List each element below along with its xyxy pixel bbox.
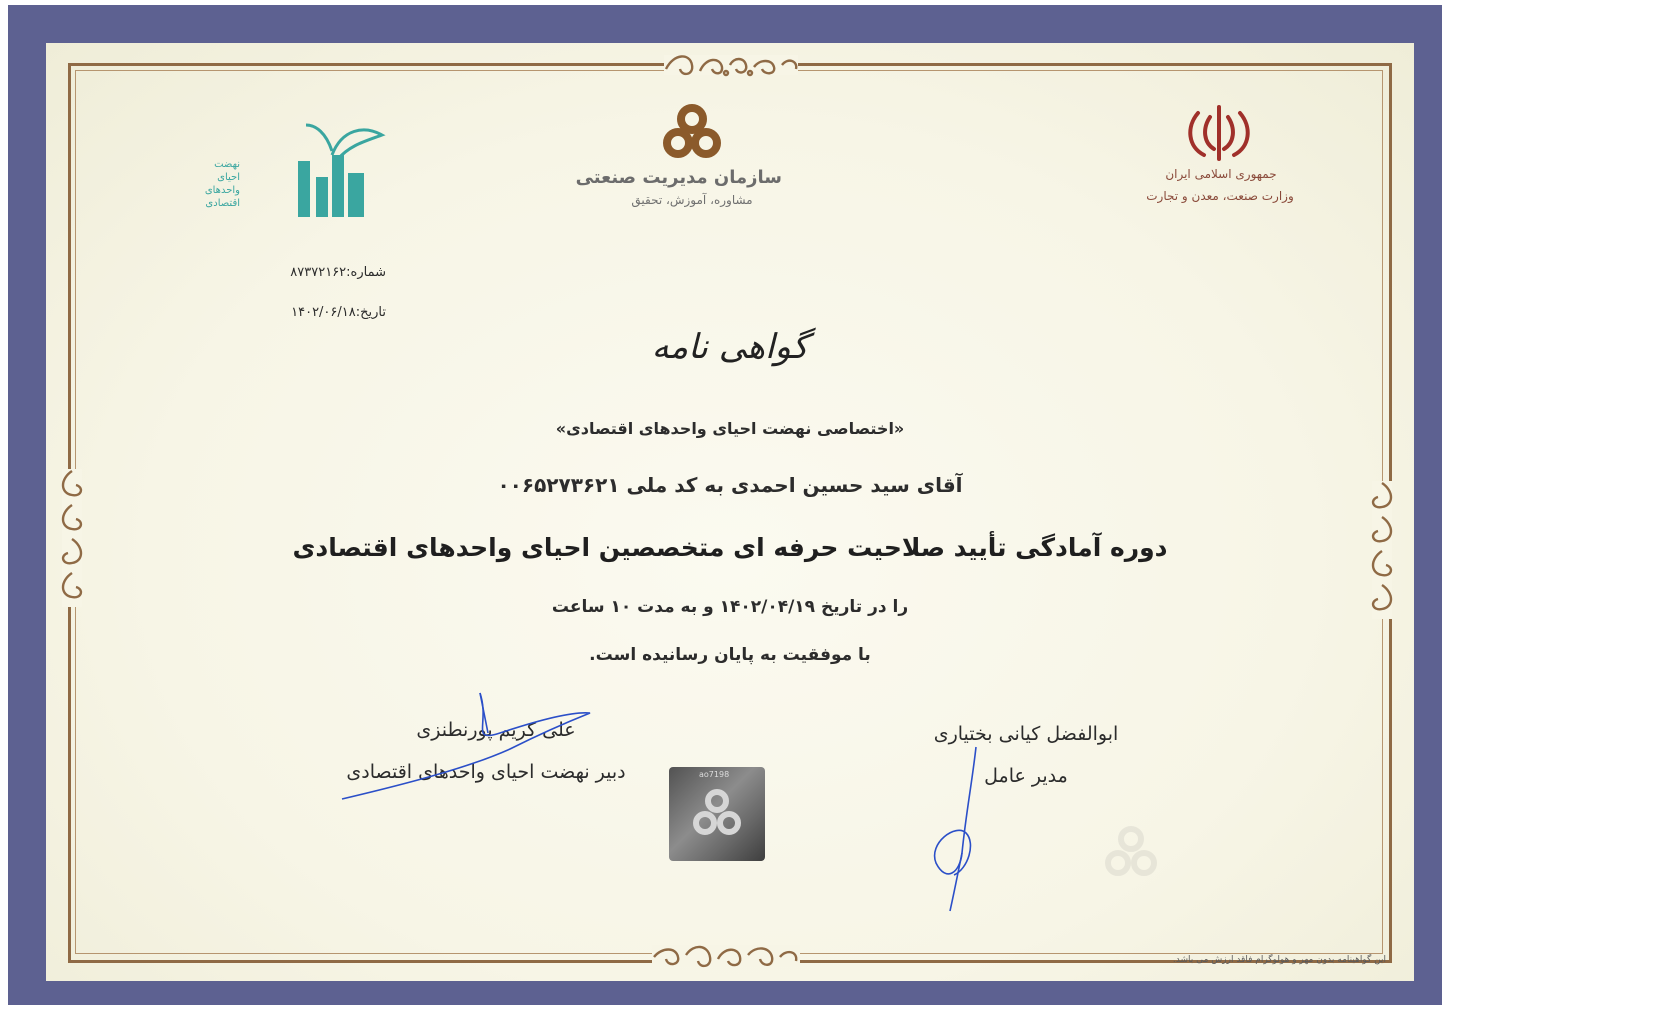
ministry-line-2: وزارت صنعت، معدن و تجارت: [1146, 189, 1294, 203]
course-date-duration: را در تاریخ ۱۴۰۲/۰۴/۱۹ و به مدت ۱۰ ساعت: [551, 597, 909, 617]
revival-logo-line-2: احیای: [217, 172, 240, 183]
hologram-seal: [669, 767, 765, 861]
program-name: «اختصاصی نهضت احیای واحدهای اقتصادی»: [555, 419, 905, 438]
left-ornament-icon: [54, 463, 90, 613]
left-signer-title: دبیر نهضت احیای واحدهای اقتصادی: [346, 761, 626, 783]
footer-validity-note: این گواهینامه بدون مهر و هولوگرام فاقد ارزش می باشد.: [1172, 955, 1386, 965]
left-signer-name: علی کریم پورنطنزی: [416, 719, 576, 741]
imi-tagline: مشاوره، آموزش، تحقیق: [631, 193, 753, 207]
course-name: دوره آمادگی تأیید صلاحیت حرفه ای متخصصین احیای واحدهای اقتصادی: [292, 533, 1168, 562]
revival-logo-line-4: اقتصادی: [205, 198, 240, 209]
hologram-logo-icon: [687, 785, 747, 845]
revival-logo-line-1: نهضت: [214, 159, 240, 170]
recipient-line: آقای سید حسین احمدی به کد ملی ۰۰۶۵۲۷۳۶۲۱: [497, 473, 963, 497]
number-value: ۸۷۳۷۲۱۶۲: [290, 265, 347, 280]
left-signature-icon: [330, 683, 630, 803]
completion-statement: با موفقیت به پایان رسانیده است.: [589, 645, 871, 665]
certificate-date: [246, 305, 386, 320]
certificate-title: گواهی نامه: [651, 327, 809, 367]
date-label: تاریخ:: [355, 305, 386, 320]
revival-movement-logo-icon: [246, 119, 396, 219]
certificate-outer-frame: [8, 5, 1442, 1005]
right-ornament-icon: [1364, 475, 1400, 625]
right-signer-title: مدیر عامل: [984, 765, 1068, 787]
date-value: ۱۴۰۲/۰۶/۱۸: [291, 305, 356, 320]
top-ornament-icon: [656, 47, 806, 83]
certificate-number: [246, 265, 386, 280]
certificate-paper: [46, 43, 1414, 981]
imi-logo-icon: [656, 101, 728, 165]
number-label: شماره:: [346, 265, 386, 280]
right-signature-icon: [906, 743, 1016, 913]
bottom-ornament-icon: [646, 939, 806, 975]
imi-org-name: سازمان مدیریت صنعتی: [575, 167, 782, 188]
revival-logo-line-3: واحدهای: [204, 185, 240, 196]
hologram-code: ao7198: [699, 770, 730, 779]
right-signer-name: ابوالفضل کیانی بختیاری: [933, 723, 1119, 745]
iran-emblem-icon: [1184, 103, 1254, 163]
ministry-line-1: جمهوری اسلامی ایران: [1165, 167, 1277, 181]
watermark-logo-icon: [1096, 823, 1166, 885]
